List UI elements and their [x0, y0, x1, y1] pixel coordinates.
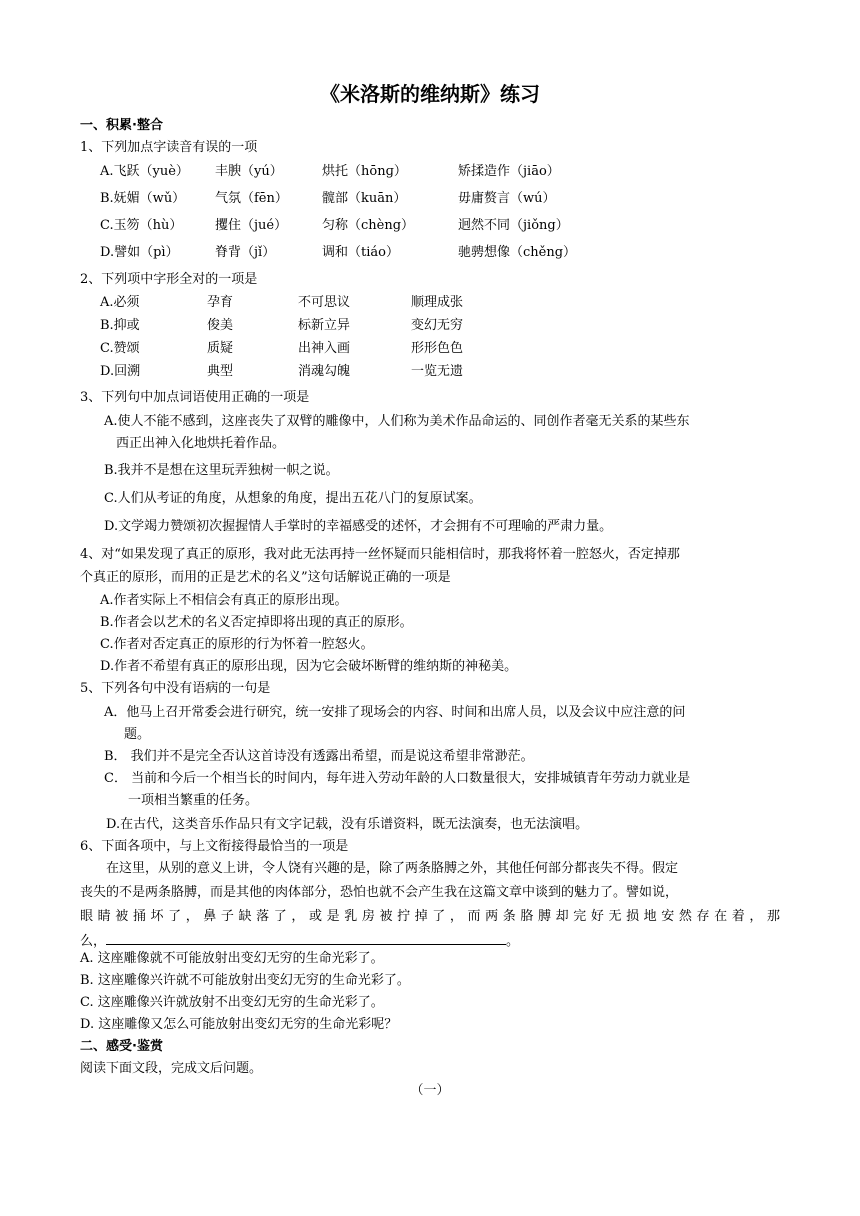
q2-row-a-3: 不可思议 [298, 295, 351, 310]
q3-option-d: D.文学竭力赞颂初次握握情人手掌时的幸福感受的述怀，才会拥有不可理喻的严肃力量。 [104, 519, 613, 534]
section-1-heading: 一、积累·整合 [80, 118, 163, 133]
q6-passage-line4-end: 。 [506, 934, 520, 949]
section-2-heading: 二、感受·鉴赏 [80, 1039, 163, 1054]
q5-stem: 5、下列各句中没有语病的一句是 [80, 681, 271, 696]
q2-row-a-2: 孕育 [207, 295, 234, 310]
q5-option-d: D.在古代，这类音乐作品只有文字记载，没有乐谱资料，既无法演奏，也无法演唱。 [106, 817, 589, 832]
answer-blank[interactable] [106, 930, 506, 945]
q2-row-d-4: 一览无遗 [411, 364, 464, 379]
q1-row-c-2: 攫住（jué） [215, 218, 288, 233]
q2-row-b-2: 俊美 [207, 318, 234, 333]
q1-row-a-3: 烘托（hōnɡ） [322, 164, 407, 179]
q5-option-c-line1: C． 当前和今后一个相当长的时间内，每年进入劳动年龄的人口数量很大，安排城镇青年劳动力就业是 [104, 771, 691, 786]
q1-row-b-3: 髋部（kuān） [322, 191, 407, 206]
q6-passage-line4 [80, 930, 519, 951]
q2-row-a-1: A.必须 [100, 295, 140, 310]
q6-option-b: B. 这座雕像兴许就不可能放射出变幻无穷的生命光彩了。 [80, 973, 410, 988]
q2-row-a-4: 顺理成张 [411, 295, 464, 310]
q5-option-a-line1: A．他马上召开常委会进行研究，统一安排了现场会的内容、时间和出席人员，以及会议中应注意的问 [104, 705, 686, 720]
q2-row-d-2: 典型 [207, 364, 234, 379]
q1-row-b-1: B.妩媚（wǔ） [100, 191, 186, 206]
q4-stem-line1: 4、对“如果发现了真正的原形，我对此无法再持一丝怀疑而只能相信时，那我将怀着一腔怒火，否定掉那 [80, 547, 680, 562]
q1-row-c-4: 迥然不同（jiǒng） [458, 218, 569, 233]
q1-row-d-3: 调和（tiáo） [322, 245, 399, 260]
q2-row-b-4: 变幻无穷 [411, 318, 464, 333]
q5-option-b: B． 我们并不是完全否认这首诗没有透露出希望，而是说这希望非常渺茫。 [104, 749, 534, 764]
q2-row-d-1: D.回溯 [100, 364, 141, 379]
q4-option-c: C.作者对否定真正的原形的行为怀着一腔怒火。 [100, 637, 374, 652]
q3-option-c: C.人们从考证的角度，从想象的角度，提出五花八门的复原试案。 [104, 491, 482, 506]
q6-stem: 6、下面各项中，与上文衔接得最恰当的一项是 [80, 839, 349, 854]
q1-row-c-3: 匀称（chèng） [322, 218, 415, 233]
q1-row-a-4: 矫揉造作（jiāo） [458, 164, 560, 179]
q5-option-c-line2: 一项相当繁重的任务。 [128, 793, 259, 808]
q4-option-d: D.作者不希望有真正的原形出现，因为它会破坏断臂的维纳斯的神秘美。 [100, 659, 518, 674]
q4-option-a: A.作者实际上不相信会有真正的原形出现。 [100, 593, 348, 608]
q5-option-a-line2: 题。 [124, 727, 151, 742]
q1-row-a-1: A.飞跃（yuè） [100, 164, 189, 179]
q2-row-b-3: 标新立异 [298, 318, 351, 333]
q4-stem-line2: 个真正的原形，而用的正是艺术的名义”这句话解说正确的一项是 [80, 570, 451, 585]
q2-row-d-3: 消魂勾魄 [298, 364, 351, 379]
q3-option-b: B.我并不是想在这里玩弄独树一帜之说。 [104, 463, 339, 478]
q2-row-c-3: 出神入画 [298, 341, 351, 356]
page-title: 《米洛斯的维纳斯》练习 [320, 82, 540, 106]
q1-row-d-1: D.譬如（pì） [100, 245, 179, 260]
q2-row-c-4: 形形色色 [411, 341, 464, 356]
q1-row-c-1: C.玉笏（hù） [100, 218, 183, 233]
q6-option-a: A. 这座雕像就不可能放射出变幻无穷的生命光彩了。 [80, 951, 384, 966]
q1-row-d-2: 脊背（jǐ） [215, 245, 276, 260]
q6-option-c: C. 这座雕像兴许就放射不出变幻无穷的生命光彩了。 [80, 995, 384, 1010]
q2-row-c-2: 质疑 [207, 341, 234, 356]
q3-option-a-line2: 西正出神入化地烘托着作品。 [116, 436, 286, 451]
q2-row-b-1: B.抑或 [100, 318, 140, 333]
q1-row-b-2: 气氛（fēn） [215, 191, 288, 206]
q6-passage-line2: 丧失的不是两条胳膊，而是其他的肉体部分，恐怕也就不会产生我在这篇文章中谈到的魅力了。譬如说， [80, 885, 679, 900]
q1-stem: 1、下列加点字读音有误的一项 [80, 140, 258, 155]
q2-stem: 2、下列项中字形全对的一项是 [80, 272, 258, 287]
q1-row-a-2: 丰腴（yú） [215, 164, 283, 179]
q3-stem: 3、下列句中加点词语使用正确的一项是 [80, 390, 310, 405]
passage-part-label: （一） [410, 1083, 450, 1098]
q1-row-b-4: 毋庸赘言（wú） [458, 191, 556, 206]
q6-option-d: D. 这座雕像又怎么可能放射出变幻无穷的生命光彩呢？ [80, 1017, 398, 1032]
q2-row-c-1: C.赞颂 [100, 341, 140, 356]
q1-row-d-4: 驰骋想像（chěng） [458, 245, 577, 260]
q6-passage-line1: 在这里，从别的意义上讲，令人饶有兴趣的是，除了两条胳膊之外，其他任何部分都丧失不得。假定 [106, 861, 679, 876]
section-2-intro: 阅读下面文段，完成文后问题。 [80, 1061, 263, 1076]
q6-passage-line3: 眼睛被捅坏了，鼻子缺落了，或是乳房被拧掉了，而两条胳膊却完好无损地安然存在着，那 [80, 909, 780, 924]
q6-passage-line4-start: 么， [80, 934, 107, 949]
q3-option-a-line1: A.使人不能不感到，这座丧失了双臂的雕像中，人们称为美术作品命运的、同创作者毫无关系的某些东 [104, 414, 690, 429]
q4-option-b: B.作者会以艺术的名义否定掉即将出现的真正的原形。 [100, 615, 413, 630]
